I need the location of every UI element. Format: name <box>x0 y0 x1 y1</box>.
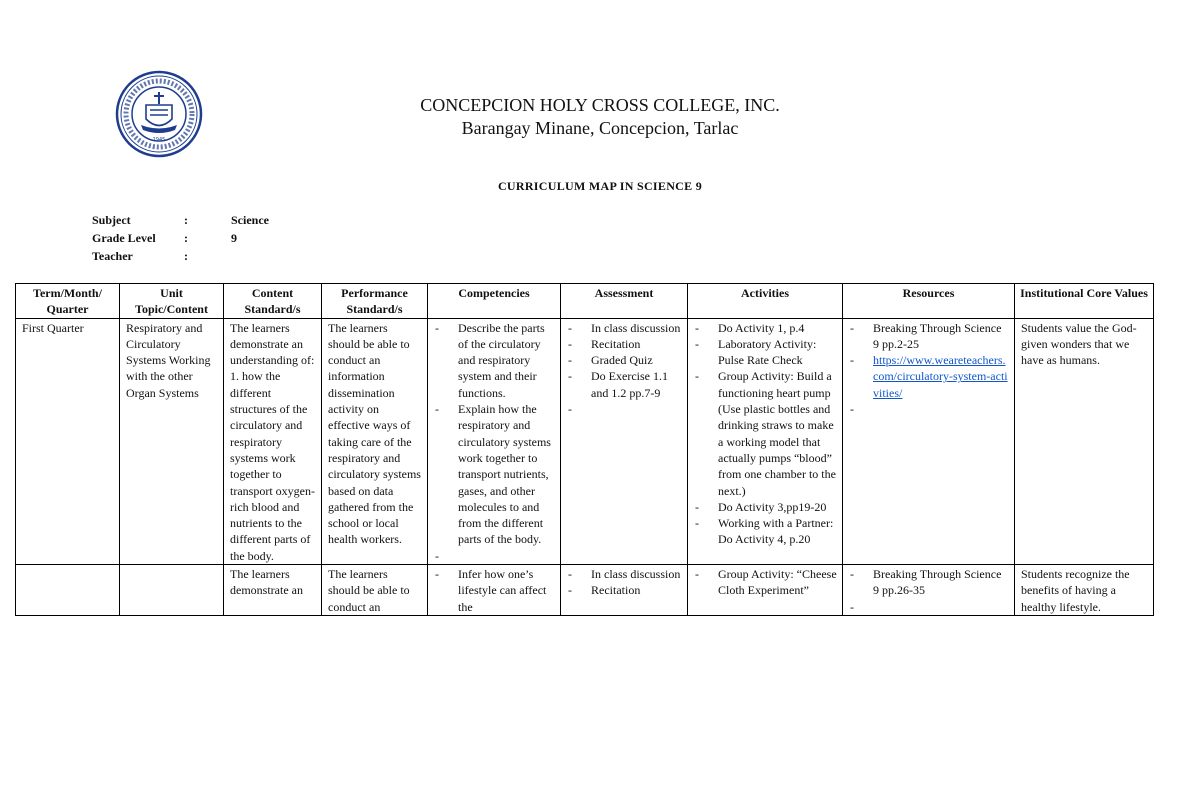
cell-resources <box>843 318 1015 564</box>
list-item: - Infer how one’s lifestyle can affect the <box>434 566 555 615</box>
header-core-values: Institutional Core Values <box>1015 284 1154 319</box>
list-item: - Do Activity 3,pp19-20 <box>694 499 837 515</box>
cell-resources <box>843 565 1015 616</box>
header-assessment: Assessment <box>561 284 688 319</box>
header-term: Term/Month/ Quarter <box>16 284 120 319</box>
institution-address: Barangay Minane, Concepcion, Tarlac <box>461 118 739 138</box>
table-row <box>16 565 1154 616</box>
list-item: - Breaking Through Science 9 pp.2-25 <box>849 320 1009 353</box>
cell-content-standard: The learners demonstrate an understanding of: 1. how the different structures of the circulatory and respiratory systems work together to transport oxygen-rich blood and nutrients to the different parts of the body. <box>224 318 322 564</box>
header-competencies: Competencies <box>428 284 561 319</box>
header-resources: Resources <box>843 284 1015 319</box>
cell-core-values: Students value the God-given wonders that we have as humans. <box>1015 318 1154 564</box>
list-item <box>849 599 1009 615</box>
list-item: - Working with a Partner: Do Activity 4, p.20 <box>694 515 837 548</box>
list-item: - Graded Quiz <box>567 352 682 368</box>
list-item: - Laboratory Activity: Pulse Rate Check <box>694 336 837 369</box>
cell-activities <box>688 318 843 564</box>
meta-label: Subject <box>92 213 131 227</box>
list-item <box>849 401 1009 417</box>
meta-colon: : <box>184 249 188 263</box>
header-performance-standard: Performance Standard/s <box>322 284 428 319</box>
header-activities: Activities <box>688 284 843 319</box>
cell-assessment <box>561 318 688 564</box>
cell-assessment <box>561 565 688 616</box>
list-item: - In class discussion <box>567 320 682 336</box>
meta-label: Grade Level <box>92 231 156 245</box>
table-header-row <box>16 284 1154 319</box>
meta-label: Teacher <box>92 249 133 263</box>
cell-unit <box>120 565 224 616</box>
meta-colon: : <box>184 231 188 245</box>
cell-content-standard: The learners demonstrate an <box>224 565 322 616</box>
list-item: - Breaking Through Science 9 pp.26-35 <box>849 566 1009 599</box>
table-row <box>16 318 1154 564</box>
list-item: - Do Exercise 1.1 and 1.2 pp.7-9 <box>567 368 682 401</box>
cell-activities <box>688 565 843 616</box>
list-item: - Do Activity 1, p.4 <box>694 320 837 336</box>
cell-competencies <box>428 565 561 616</box>
header-content-standard: Content Standard/s <box>224 284 322 319</box>
list-item: - Describe the parts of the circulatory and respiratory system and their functions. <box>434 320 555 401</box>
cell-competencies <box>428 318 561 564</box>
list-item <box>567 401 682 417</box>
cell-term <box>16 565 120 616</box>
meta-value: Science <box>231 213 269 227</box>
resource-link[interactable]: https://www.weareteachers.com/circulatory-system-activities/ <box>873 353 1008 400</box>
cell-unit: Respiratory and Circulatory Systems Working with the other Organ Systems <box>120 318 224 564</box>
list-item: - Recitation <box>567 582 682 598</box>
document-title: CURRICULUM MAP IN SCIENCE 9 <box>497 179 703 193</box>
cell-performance-standard: The learners should be able to conduct an information dissemination activity on effective ways of taking care of the respiratory and circulatory systems based on data gathered from the school or local health workers. <box>322 318 428 564</box>
header-unit: Unit Topic/Content <box>120 284 224 319</box>
cell-term: First Quarter <box>16 318 120 564</box>
list-item <box>849 352 1009 401</box>
curriculum-map-table <box>15 283 1154 616</box>
list-item: - Explain how the respiratory and circulatory systems work together to transport nutrients, gases, and other molecules to and from the different parts of the body. <box>434 401 555 548</box>
cell-core-values: Students recognize the benefits of having a healthy lifestyle. <box>1015 565 1154 616</box>
list-item: - Recitation <box>567 336 682 352</box>
svg-text:1945: 1945 <box>152 137 166 143</box>
meta-colon: : <box>184 213 188 227</box>
list-item: - Group Activity: Build a functioning heart pump (Use plastic bottles and drinking straws to make a working model that actually pumps “blood” from one chamber to the next.) <box>694 368 837 498</box>
list-item: - Group Activity: “Cheese Cloth Experiment” <box>694 566 837 599</box>
cell-performance-standard: The learners should be able to conduct an <box>322 565 428 616</box>
list-item <box>434 548 555 564</box>
institution-name: CONCEPCION HOLY CROSS COLLEGE, INC. <box>420 95 780 115</box>
meta-value: 9 <box>231 231 237 245</box>
list-item: - In class discussion <box>567 566 682 582</box>
